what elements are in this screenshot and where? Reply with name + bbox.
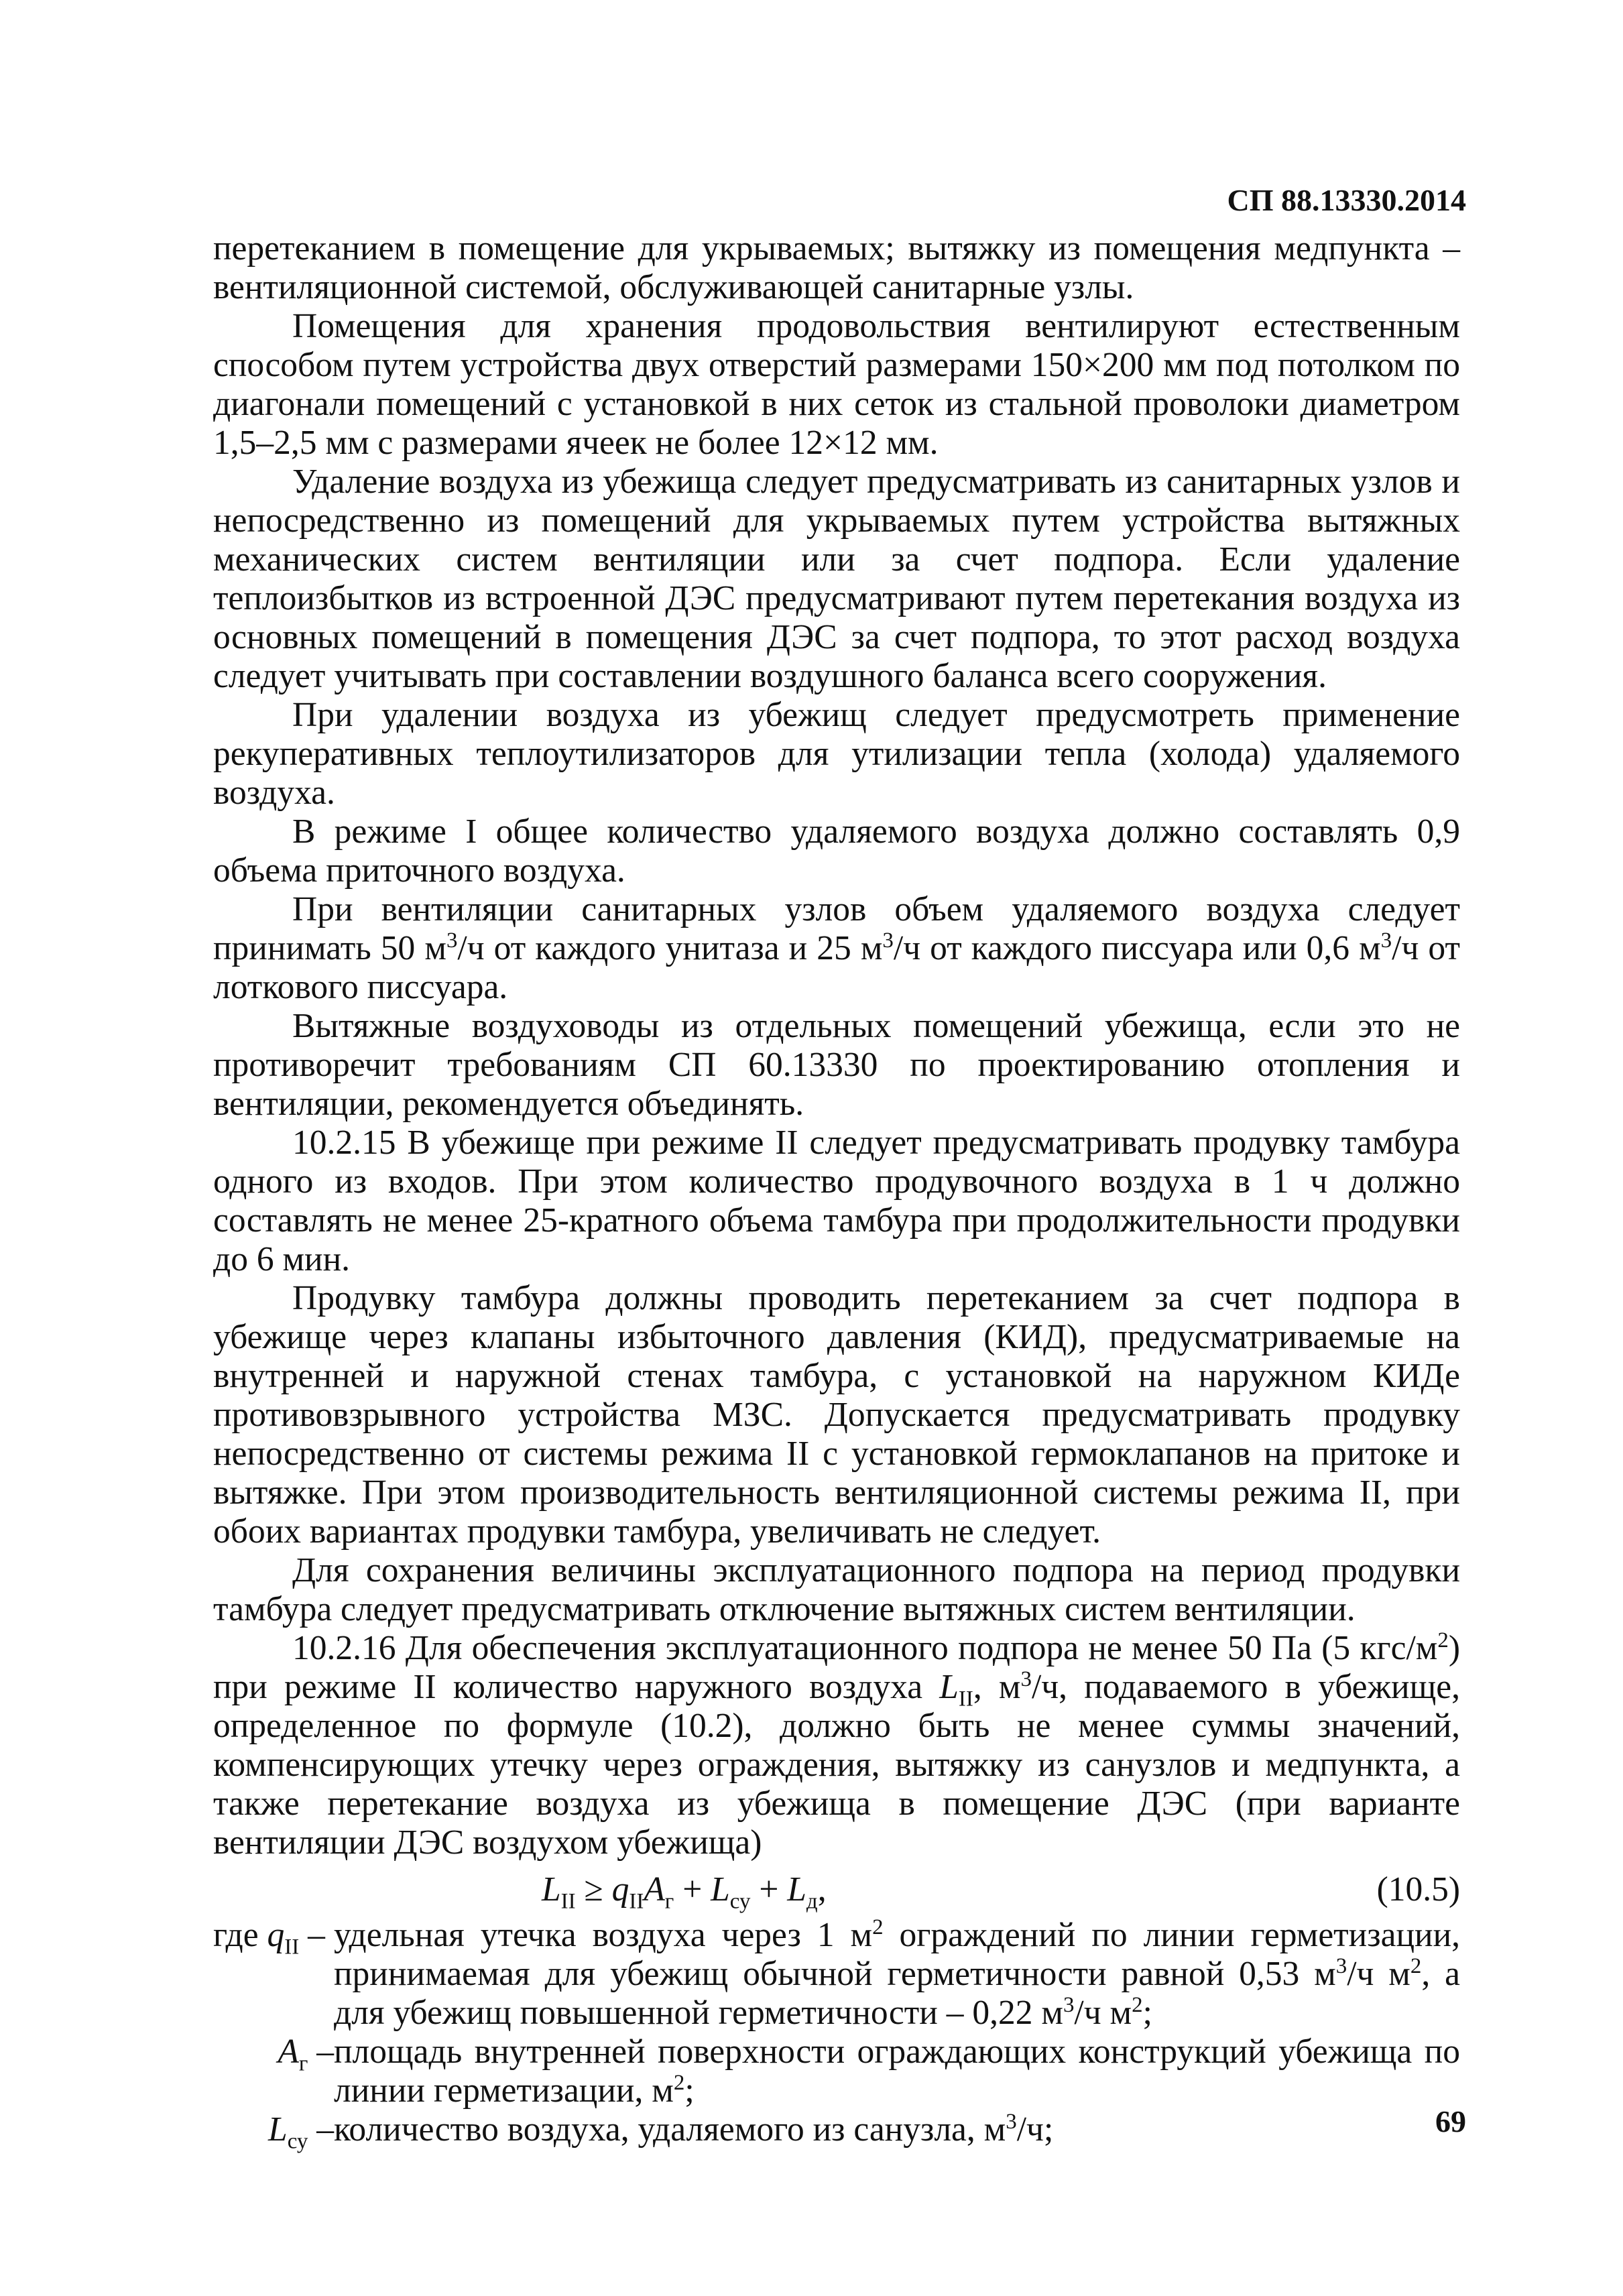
formula-expression: $L_{II} \ge q_{II}A_г + L_{су} + L_д$, (542, 1870, 827, 1914)
paragraph-air-removal: Удаление воздуха из убежища следует предусматривать из санитарных узлов и непосредственно из помещений для укрываемых путем устройства вытяжных механических систем вентиляции или за счет подпора. Если удаление теплоизбытков из встроенной ДЭС предусматривают путем перетекания воздуха из основных помещений в помещения ДЭС за счет подпора, то этот расход воздуха следует учитывать при составлении воздушного баланса всего сооружения. (213, 463, 1460, 695)
definition-text: удельная утечка воздуха через 1 $м^2$ ограждений по линии герметизации, принимаемая для убежищ обычной герметичности равной 0,53 $м^3/ч$ $м^2$, а для убежищ повышенной герметичности – 0,22 $м^3/ч$ $м^2$; (334, 1915, 1460, 2032)
paragraph-vestibule-purge: Продувку тамбура должны проводить перетеканием за счет подпора в убежище через клапаны избыточного давления (КИД), предусматриваемые на внутренней и наружной стенах тамбура, с установкой на наружном КИДе противовзрывного устройства МЗС. Допускается предусматривать продувку непосредственно от системы режима II с установкой гермоклапанов на притоке и вытяжке. При этом производительность вентиляционной системы режима II, при обоих вариантах продувки тамбура, увеличивать не следует. (213, 1279, 1460, 1551)
paragraph-mode-one: В режиме I общее количество удаляемого воздуха должно составлять 0,9 объема приточного воздуха. (213, 812, 1460, 890)
definition-text: количество воздуха, удаляемого из санузла, $м^3/ч$; (334, 2109, 1054, 2149)
definition-symbol: где $q_{II}$ – (213, 1916, 325, 1959)
page-body (213, 229, 1461, 2154)
definition-symbol: $A_г$ – (278, 2033, 334, 2076)
paragraph-food-storage: Помещения для хранения продовольствия вентилируют естественным способом путем устройства двух отверстий размерами 150×200 мм под потолком по диагонали помещений с установкой в них сеток из стальной проволоки диаметром 1,5–2,5 мм с размерами ячеек не более 12×12 мм. (213, 307, 1460, 462)
paragraph-10-2-16: 10.2.16 Для обеспечения эксплуатационного подпора не менее 50 Па (5 кгс/$м^2$) при режиме II количество наружного воздуха $L_{II}$, $м^3/ч$, подаваемого в убежище, определенное по формуле (10.2), должно быть не менее суммы значений, компенсирующих утечку через ограждения, вытяжку из санузлов и медпункта, а также перетекание воздуха из убежища в помещение ДЭС (при варианте вентиляции ДЭС воздухом убежища) (213, 1628, 1461, 1862)
definition-text: площадь внутренней поверхности ограждающих конструкций убежища по линии герметизации, $м^2$; (334, 2033, 1460, 2110)
formula-number: (10.5) (1376, 1870, 1460, 1909)
document-code-header: СП 88.13330.2014 (1227, 183, 1466, 217)
definition-symbol: $L_{су}$ – (268, 2110, 334, 2154)
definition-q (213, 1916, 1460, 2033)
formula-10-5 (213, 1870, 1460, 1914)
definition-lcy (213, 2109, 1460, 2154)
page-number: 69 (1435, 2104, 1466, 2138)
paragraph-pressure-maintenance: Для сохранения величины эксплуатационного подпора на период продувки тамбура следует предусматривать отключение вытяжных систем вентиляции. (213, 1551, 1460, 1628)
paragraph-heat-recovery: При удалении воздуха из убежищ следует предусмотреть применение рекуперативных теплоутилизаторов для утилизации тепла (холода) удаляемого воздуха. (213, 696, 1460, 812)
paragraph-exhaust-ducts: Вытяжные воздуховоды из отдельных помещений убежища, если это не противоречит требованиям СП 60.13330 по проектированию отопления и вентиляции, рекомендуется объединять. (213, 1007, 1460, 1123)
paragraph-sanitary-ventilation: При вентиляции санитарных узлов объем удаляемого воздуха следует принимать 50 $м^3/ч$ от каждого унитаза и 25 $м^3/ч$ от каждого писсуара или 0,6 $м^3/ч$ от лоткового писсуара. (213, 890, 1460, 1006)
definition-a (213, 2033, 1460, 2110)
paragraph-10-2-15: 10.2.15 В убежище при режиме II следует предусматривать продувку тамбура одного из входов. При этом количество продувочного воздуха в 1 ч должно составлять не менее 25-кратного объема тамбура при продолжительности продувки до 6 мин. (213, 1124, 1460, 1278)
paragraph-continuation: перетеканием в помещение для укрываемых; вытяжку из помещения медпункта – вентиляционной системой, обслуживающей санитарные узлы. (213, 229, 1460, 306)
